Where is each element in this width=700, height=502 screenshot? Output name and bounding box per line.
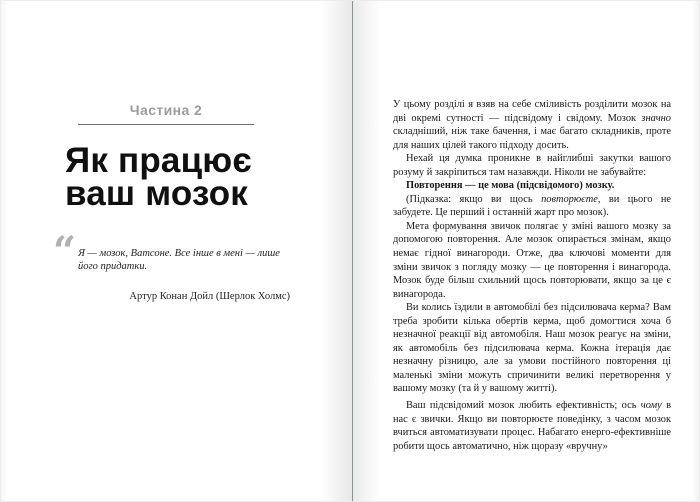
paragraph: Нехай ця думка проникне в найглибші закутки вашого розуму й закріпиться там назавжди. Ніколи не забувайте: <box>393 153 671 178</box>
epigraph-quote: Я — мозок, Ватсоне. Все інше в мені — лише його придатки. <box>78 248 280 273</box>
paragraph: (Підказка: якщо ви щось повторюєте, ви цього не забудете. Це перший і останній жарт про мозок). <box>393 193 671 219</box>
chapter-title <box>65 141 252 213</box>
chapter-label: Частина 2 <box>78 103 254 125</box>
epigraph-attribution: Артур Конан Дойл (Шерлок Холмс) <box>129 291 290 302</box>
paragraph: Мета формування звичок полягає у зміні вашого мозку за допомогою повторення. Але мозок опирається змінам, якщо немає гідної винагороди. Отже, два ключові моменти для зміни звичок з погляду мозку — це повторення і винагорода. Мозок буде більш схильний щось повторювати, якщо за це є винагорода. <box>393 220 671 300</box>
gutter-shadow-left <box>321 1 352 502</box>
quotation-mark-icon: “ <box>53 228 77 275</box>
gutter-shadow-right <box>353 1 380 502</box>
chapter-title-line-1: Як працює <box>65 141 252 180</box>
paragraph: У цьому розділі я взяв на себе сміливість розділити мозок на дві окремі сутності — підсвідому і свідому. Мозок значно складніший, ніж таке бачення, і має багато складників, проте для наших цілей такого підходу досить. <box>393 99 671 151</box>
paragraph: Повторення — це мова (підсвідомого) мозку. <box>406 180 615 192</box>
body-text <box>393 98 671 453</box>
left-page-edge-shading <box>1 1 8 502</box>
paragraph: Ваш підсвідомий мозок любить ефективність; ось чому в нас є звички. Якщо ви повторюєте поведінку, з часом мозок вчиться автоматизувати процес. Набагато енерго-ефективніше робити щось автоматично, ніж щоразу «вручну» <box>393 400 671 452</box>
paragraph: Ви колись їздили в автомобілі без підсилювача керма? Вам треба зробити кілька обертів керма, щоб домогтися хоча б незначної реакції від автомобіля. Наш мозок реагує на зміни, як автомобіль без підсилювача керма. Кожна ітерація дає незначну різницю, але за умови постійного повторення ці маленькі зміни можуть спричинити великі перетворення у вашому мозку (та й у вашому житті). <box>393 302 671 395</box>
right-page-edge-shading <box>692 1 699 502</box>
chapter-title-line-2: ваш мозок <box>65 174 248 213</box>
